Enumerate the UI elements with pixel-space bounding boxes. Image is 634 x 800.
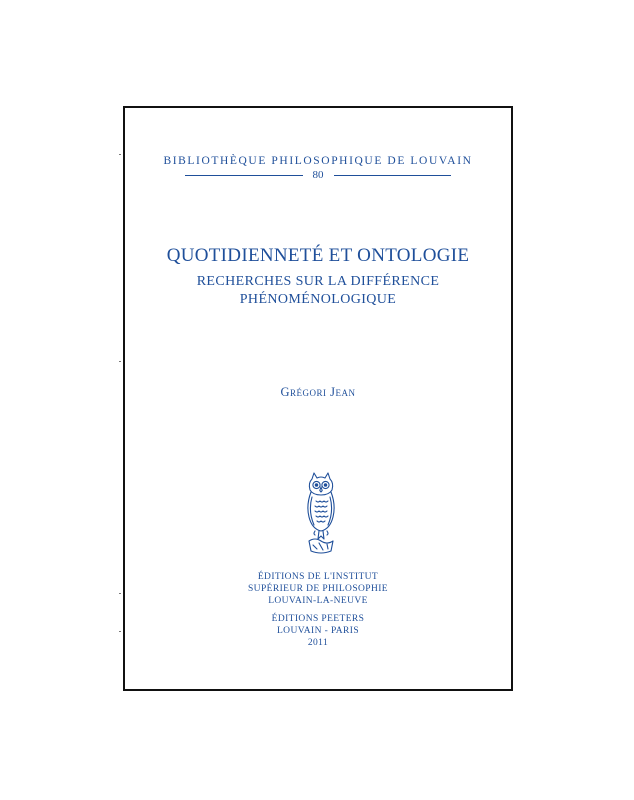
- book-title: QUOTIDIENNETÉ ET ONTOLOGIE: [166, 245, 470, 266]
- margin-mark: [119, 154, 121, 155]
- series-number: 80: [312, 169, 324, 181]
- book-subtitle-line2: PHÉNOMÉNOLOGIQUE: [239, 292, 397, 307]
- series-title: BIBLIOTHÈQUE PHILOSOPHIQUE DE LOUVAIN: [163, 155, 473, 167]
- margin-mark: [119, 631, 121, 632]
- book-cover: [123, 106, 513, 691]
- owl-icon: [301, 471, 341, 555]
- publisher-line5: LOUVAIN - PARIS: [276, 626, 359, 636]
- author-first-name: Grégori: [280, 385, 327, 399]
- publisher-line2: SUPÉRIEUR DE PHILOSOPHIE: [248, 584, 388, 594]
- series-number-row: [185, 169, 451, 181]
- publisher-line1: ÉDITIONS DE L'INSTITUT: [257, 572, 379, 582]
- left-rule: [185, 175, 303, 176]
- publisher-line4: ÉDITIONS PEETERS: [271, 614, 365, 624]
- right-rule: [334, 175, 452, 176]
- publication-year: 2011: [307, 638, 329, 648]
- book-subtitle-line1: RECHERCHES SUR LA DIFFÉRENCE: [196, 274, 440, 289]
- margin-mark: [119, 361, 121, 362]
- author-last-name: Jean: [330, 385, 356, 399]
- margin-mark: [119, 593, 121, 594]
- author-name: [125, 385, 511, 400]
- publisher-line3: LOUVAIN-LA-NEUVE: [268, 596, 368, 606]
